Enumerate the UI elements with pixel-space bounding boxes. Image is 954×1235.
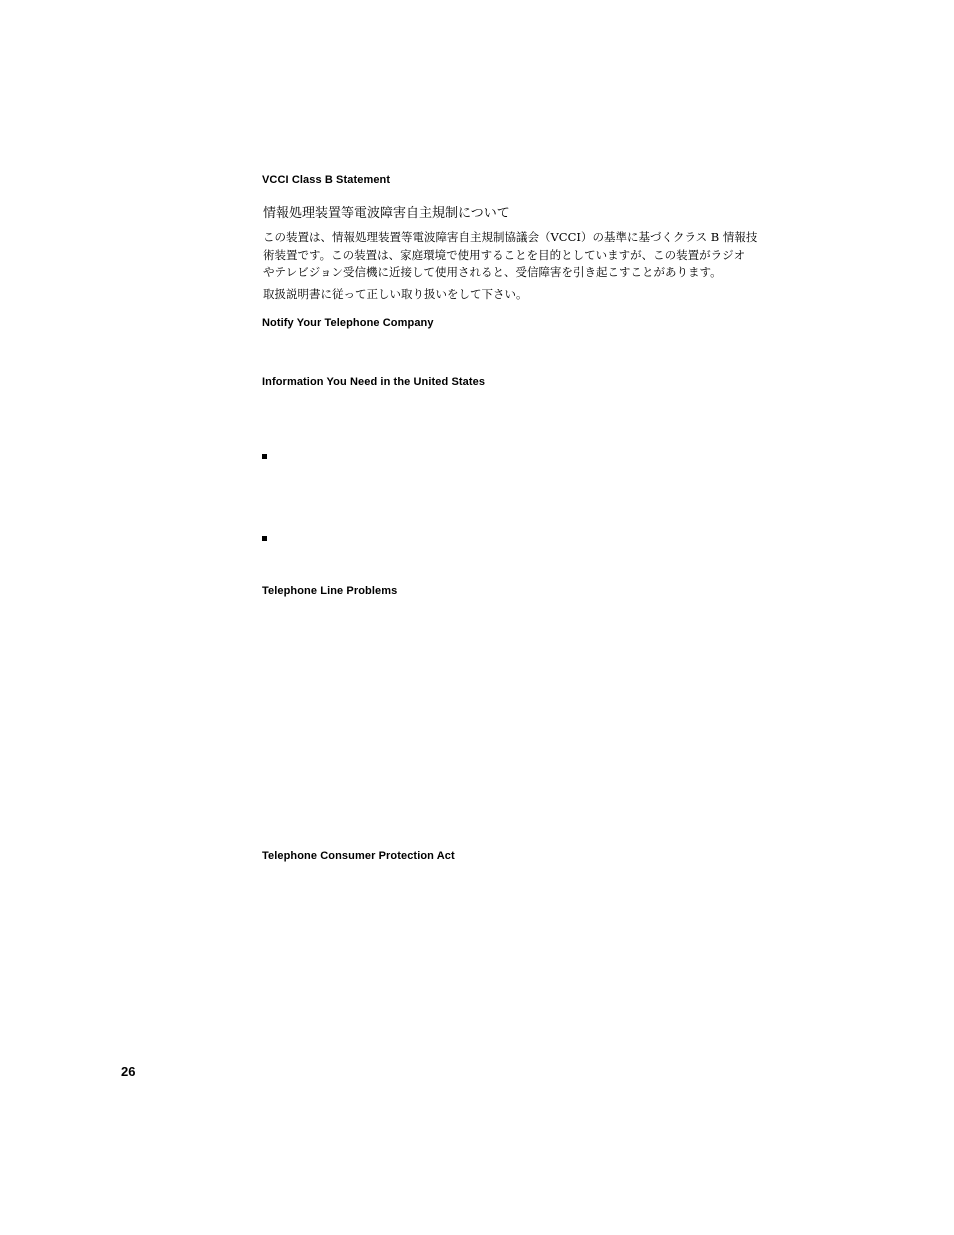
vcci-paragraph-line: この装置は、情報処理装置等電波障害自主規制協議会（VCCI）の基準に基づくクラス B 情報技 [263,230,758,244]
section-heading-consumer-act: Telephone Consumer Protection Act [262,850,455,862]
section-heading-line-problems: Telephone Line Problems [262,585,398,597]
vcci-paragraph-line: 術装置です。この装置は、家庭環境で使用することを目的としていますが、この装置がラジオ [263,247,746,262]
section-heading-vcci: VCCI Class B Statement [262,174,391,186]
section-heading-info-us: Information You Need in the United States [262,376,486,388]
page-number: 26 [121,1064,136,1079]
section-heading-notify: Notify Your Telephone Company [262,317,434,329]
bullet-marker [262,454,267,459]
vcci-note-line: 取扱説明書に従って正しい取り扱いをして下さい。 [263,287,528,301]
bullet-marker [262,536,267,541]
vcci-japanese-paragraph [263,229,799,282]
vcci-japanese-note [263,286,799,304]
vcci-paragraph-line: やテレビジョン受信機に近接して使用されると、受信障害を引き起こすことがあります。 [263,265,722,279]
vcci-japanese-title: 情報処理装置等電波障害自主規制について [263,206,510,221]
